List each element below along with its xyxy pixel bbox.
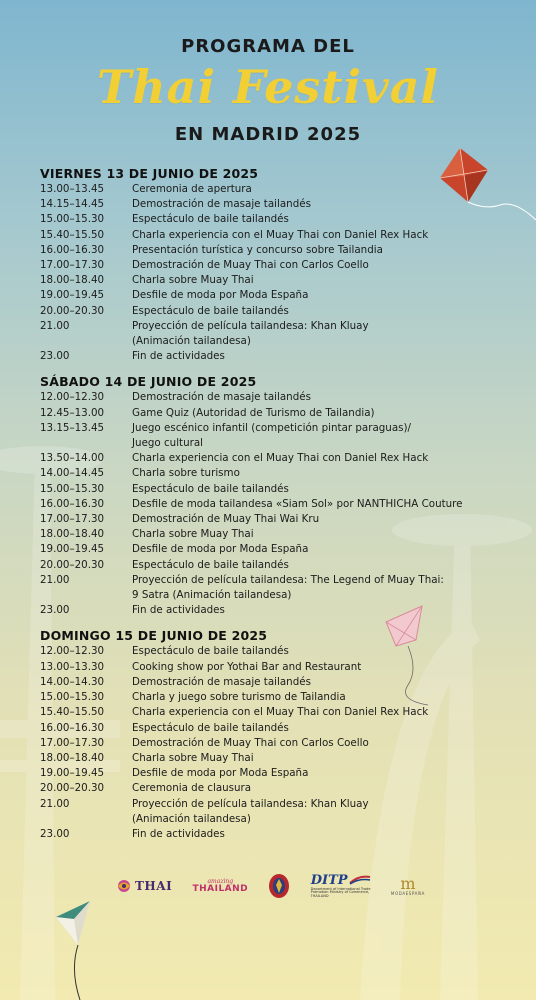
event-activity bbox=[132, 182, 510, 197]
header-line-3: EN MADRID 2025 bbox=[174, 124, 362, 145]
thai-airways-logo bbox=[115, 879, 172, 893]
schedule-row bbox=[40, 182, 510, 197]
event-activity bbox=[132, 243, 510, 258]
event-time: 15.40–15.50 bbox=[40, 228, 105, 241]
day-saturday bbox=[40, 373, 510, 618]
schedule-row bbox=[40, 304, 510, 319]
event-time: 23.00 bbox=[40, 604, 70, 617]
event-time: 18.00–18.40 bbox=[40, 528, 105, 541]
activity-line: Desfile de moda por Moda España bbox=[132, 289, 309, 302]
schedule-row bbox=[40, 721, 510, 736]
event-time: 18.00–18.40 bbox=[40, 274, 105, 287]
activity-line: Fin de actividades bbox=[132, 350, 225, 363]
activity-line: Fin de actividades bbox=[132, 604, 225, 617]
event-activity bbox=[132, 482, 510, 497]
event-time: 12.00–12.30 bbox=[40, 391, 105, 404]
activity-line: Espectáculo de baile tailandés bbox=[132, 721, 289, 734]
event-time: 17.00–17.30 bbox=[40, 513, 105, 526]
moda-mark: m bbox=[400, 874, 416, 893]
activity-line: Charla experiencia con el Muay Thai con Daniel Rex Hack bbox=[132, 706, 429, 719]
event-time: 18.00–18.40 bbox=[40, 751, 105, 764]
schedule-row bbox=[40, 705, 510, 720]
event-activity bbox=[132, 690, 510, 705]
activity-line: Demostración de masaje tailandés bbox=[132, 675, 311, 688]
schedule-row bbox=[40, 197, 510, 212]
activity-line: (Animación tailandesa) bbox=[132, 812, 251, 825]
amazing-text: amazing bbox=[207, 877, 234, 885]
header-title: Thai Festival bbox=[96, 60, 439, 114]
activity-line: (Animación tailandesa) bbox=[132, 335, 251, 348]
moda-espana-logo bbox=[391, 876, 425, 896]
event-activity bbox=[132, 497, 510, 512]
schedule bbox=[40, 165, 510, 851]
schedule-row bbox=[40, 390, 510, 405]
schedule-row bbox=[40, 751, 510, 766]
activity-line: Ceremonia de clausura bbox=[132, 782, 252, 795]
event-time: 12.45–13.00 bbox=[40, 406, 105, 419]
event-activity bbox=[132, 512, 510, 527]
event-time: 16.00–16.30 bbox=[40, 243, 105, 256]
event-time: 13.15–13.45 bbox=[40, 421, 105, 434]
event-activity bbox=[132, 675, 510, 690]
event-time: 17.00–17.30 bbox=[40, 259, 105, 272]
event-time: 19.00–19.45 bbox=[40, 767, 105, 780]
activity-line: Charla sobre turismo bbox=[132, 467, 240, 480]
schedule-row bbox=[40, 603, 510, 618]
activity-line: Desfile de moda por Moda España bbox=[132, 767, 309, 780]
event-activity bbox=[132, 603, 510, 618]
activity-line: Juego escénico infantil (competición pintar paraguas)/ bbox=[132, 421, 411, 434]
activity-line: Espectáculo de baile tailandés bbox=[132, 304, 289, 317]
event-activity bbox=[132, 660, 510, 675]
schedule-row bbox=[40, 349, 510, 364]
activity-line: Demostración de Muay Thai con Carlos Coello bbox=[132, 736, 369, 749]
schedule-row bbox=[40, 421, 510, 451]
activity-line: Juego cultural bbox=[132, 437, 204, 450]
event-time: 15.00–15.30 bbox=[40, 691, 105, 704]
schedule-row bbox=[40, 288, 510, 303]
event-time: 20.00–20.30 bbox=[40, 782, 105, 795]
activity-line: Proyección de película tailandesa: The Legend of Muay Thai: bbox=[132, 573, 444, 586]
day-title: SÁBADO 14 DE JUNIO DE 2025 bbox=[40, 374, 257, 390]
activity-line: Espectáculo de baile tailandés bbox=[132, 213, 289, 226]
sponsor-logos bbox=[115, 870, 425, 902]
activity-line: Espectáculo de baile tailandés bbox=[132, 482, 289, 495]
event-time: 13.00–13.45 bbox=[40, 183, 105, 195]
event-activity bbox=[132, 751, 510, 766]
thailand-text: THAILAND bbox=[192, 883, 249, 894]
event-activity bbox=[132, 573, 510, 603]
event-time: 14.00–14.45 bbox=[40, 467, 105, 480]
thai-airways-logo-icon bbox=[115, 879, 133, 893]
event-activity bbox=[132, 644, 510, 659]
activity-line: Charla y juego sobre turismo de Tailandia bbox=[132, 691, 346, 704]
event-time: 21.00 bbox=[40, 319, 70, 332]
schedule-row bbox=[40, 690, 510, 705]
schedule-row bbox=[40, 466, 510, 481]
royal-emblem-icon bbox=[268, 873, 290, 899]
event-activity bbox=[132, 542, 510, 557]
activity-line: Espectáculo de baile tailandés bbox=[132, 558, 289, 571]
schedule-row bbox=[40, 827, 510, 842]
activity-line: Charla sobre Muay Thai bbox=[132, 274, 254, 287]
event-activity bbox=[132, 466, 510, 481]
schedule-row bbox=[40, 497, 510, 512]
event-activity bbox=[132, 288, 510, 303]
event-activity bbox=[132, 705, 510, 720]
event-activity bbox=[132, 304, 510, 319]
schedule-row bbox=[40, 212, 510, 227]
schedule-row bbox=[40, 451, 510, 466]
schedule-row bbox=[40, 406, 510, 421]
event-time: 14.00–14.30 bbox=[40, 675, 105, 688]
schedule-row bbox=[40, 243, 510, 258]
event-time: 19.00–19.45 bbox=[40, 289, 105, 302]
day-title: VIERNES 13 DE JUNIO DE 2025 bbox=[40, 166, 259, 181]
header-line-1: PROGRAMA DEL bbox=[181, 36, 355, 57]
activity-line: Charla sobre Muay Thai bbox=[132, 751, 254, 764]
event-time: 15.00–15.30 bbox=[40, 482, 105, 495]
event-activity bbox=[132, 197, 510, 212]
event-time: 13.00–13.30 bbox=[40, 660, 105, 673]
schedule-row bbox=[40, 558, 510, 573]
event-activity bbox=[132, 406, 510, 421]
event-time: 23.00 bbox=[40, 827, 70, 840]
event-time: 15.40–15.50 bbox=[40, 706, 105, 719]
schedule-row bbox=[40, 766, 510, 781]
event-activity bbox=[132, 558, 510, 573]
event-activity bbox=[132, 421, 510, 451]
schedule-row bbox=[40, 660, 510, 675]
event-time: 23.00 bbox=[40, 350, 70, 363]
activity-line: Desfile de moda por Moda España bbox=[132, 543, 309, 556]
schedule-row bbox=[40, 797, 510, 827]
royal-emblem-logo bbox=[268, 873, 290, 899]
kite-green-icon bbox=[50, 895, 120, 1000]
event-time: 15.00–15.30 bbox=[40, 213, 105, 226]
event-time: 21.00 bbox=[40, 797, 70, 810]
event-time: 20.00–20.30 bbox=[40, 304, 105, 317]
schedule-row bbox=[40, 542, 510, 557]
activity-line: Cooking show por Yothai Bar and Restaurant bbox=[132, 660, 362, 673]
activity-line: Demostración de Muay Thai Wai Kru bbox=[132, 513, 320, 526]
event-time: 16.00–16.30 bbox=[40, 721, 105, 734]
schedule-row bbox=[40, 527, 510, 542]
schedule-row bbox=[40, 512, 510, 527]
event-activity bbox=[132, 349, 510, 364]
schedule-row bbox=[40, 736, 510, 751]
activity-line: Espectáculo de baile tailandés bbox=[132, 645, 289, 658]
activity-line: Game Quiz (Autoridad de Turismo de Tailandia) bbox=[132, 406, 375, 419]
activity-line: Demostración de masaje tailandés bbox=[132, 198, 311, 211]
activity-line: Charla experiencia con el Muay Thai con Daniel Rex Hack bbox=[132, 452, 429, 465]
ditp-text: DITP bbox=[310, 872, 348, 888]
activity-line: Charla experiencia con el Muay Thai con Daniel Rex Hack bbox=[132, 228, 429, 241]
activity-line: Demostración de Muay Thai con Carlos Coello bbox=[132, 259, 369, 272]
schedule-row bbox=[40, 644, 510, 659]
event-activity bbox=[132, 258, 510, 273]
day-title: DOMINGO 15 DE JUNIO DE 2025 bbox=[40, 628, 268, 644]
event-activity bbox=[132, 228, 510, 243]
event-activity bbox=[132, 451, 510, 466]
ditp-subtext: Department of International Trade Promotion Ministry of Commerce, THAILAND bbox=[310, 886, 371, 898]
event-activity bbox=[132, 736, 510, 751]
event-activity bbox=[132, 781, 510, 796]
schedule-row bbox=[40, 228, 510, 243]
activity-line: Fin de actividades bbox=[132, 827, 225, 840]
schedule-row bbox=[40, 258, 510, 273]
day-sunday bbox=[40, 627, 510, 842]
event-time: 19.00–19.45 bbox=[40, 543, 105, 556]
event-activity bbox=[132, 797, 510, 827]
schedule-row bbox=[40, 482, 510, 497]
ditp-logo bbox=[311, 874, 371, 899]
event-activity bbox=[132, 212, 510, 227]
schedule-row bbox=[40, 573, 510, 603]
event-activity bbox=[132, 827, 510, 842]
event-time: 21.00 bbox=[40, 573, 70, 586]
ditp-swoosh-icon bbox=[349, 875, 371, 885]
activity-line: Charla sobre Muay Thai bbox=[132, 528, 254, 541]
event-activity bbox=[132, 766, 510, 781]
event-activity bbox=[132, 527, 510, 542]
event-time: 13.50–14.00 bbox=[40, 452, 105, 465]
activity-line: Desfile de moda tailandesa «Siam Sol» por NANTHICHA Couture bbox=[132, 497, 463, 510]
schedule-row bbox=[40, 273, 510, 288]
activity-line: Proyección de película tailandesa: Khan Kluay bbox=[132, 797, 369, 810]
event-activity bbox=[132, 390, 510, 405]
activity-line: Demostración de masaje tailandés bbox=[132, 391, 311, 404]
amazing-thailand-logo bbox=[192, 879, 248, 894]
event-time: 14.15–14.45 bbox=[40, 198, 105, 211]
event-activity bbox=[132, 273, 510, 288]
activity-line: Presentación turística y concurso sobre Tailandia bbox=[132, 243, 383, 256]
schedule-row bbox=[40, 319, 510, 349]
schedule-row bbox=[40, 675, 510, 690]
event-time: 16.00–16.30 bbox=[40, 497, 105, 510]
event-time: 17.00–17.30 bbox=[40, 736, 105, 749]
event-time: 12.00–12.30 bbox=[40, 645, 105, 658]
event-activity bbox=[132, 319, 510, 349]
event-activity bbox=[132, 721, 510, 736]
thai-airways-text: THAI bbox=[135, 879, 173, 893]
moda-text: MODAESPAÑA bbox=[390, 891, 425, 896]
event-time: 20.00–20.30 bbox=[40, 558, 105, 571]
day-friday bbox=[40, 165, 510, 364]
schedule-row bbox=[40, 781, 510, 796]
activity-line: Proyección de película tailandesa: Khan Kluay bbox=[132, 319, 369, 332]
activity-line: 9 Satra (Animación tailandesa) bbox=[132, 589, 292, 602]
activity-line: Ceremonia de apertura bbox=[132, 183, 252, 195]
